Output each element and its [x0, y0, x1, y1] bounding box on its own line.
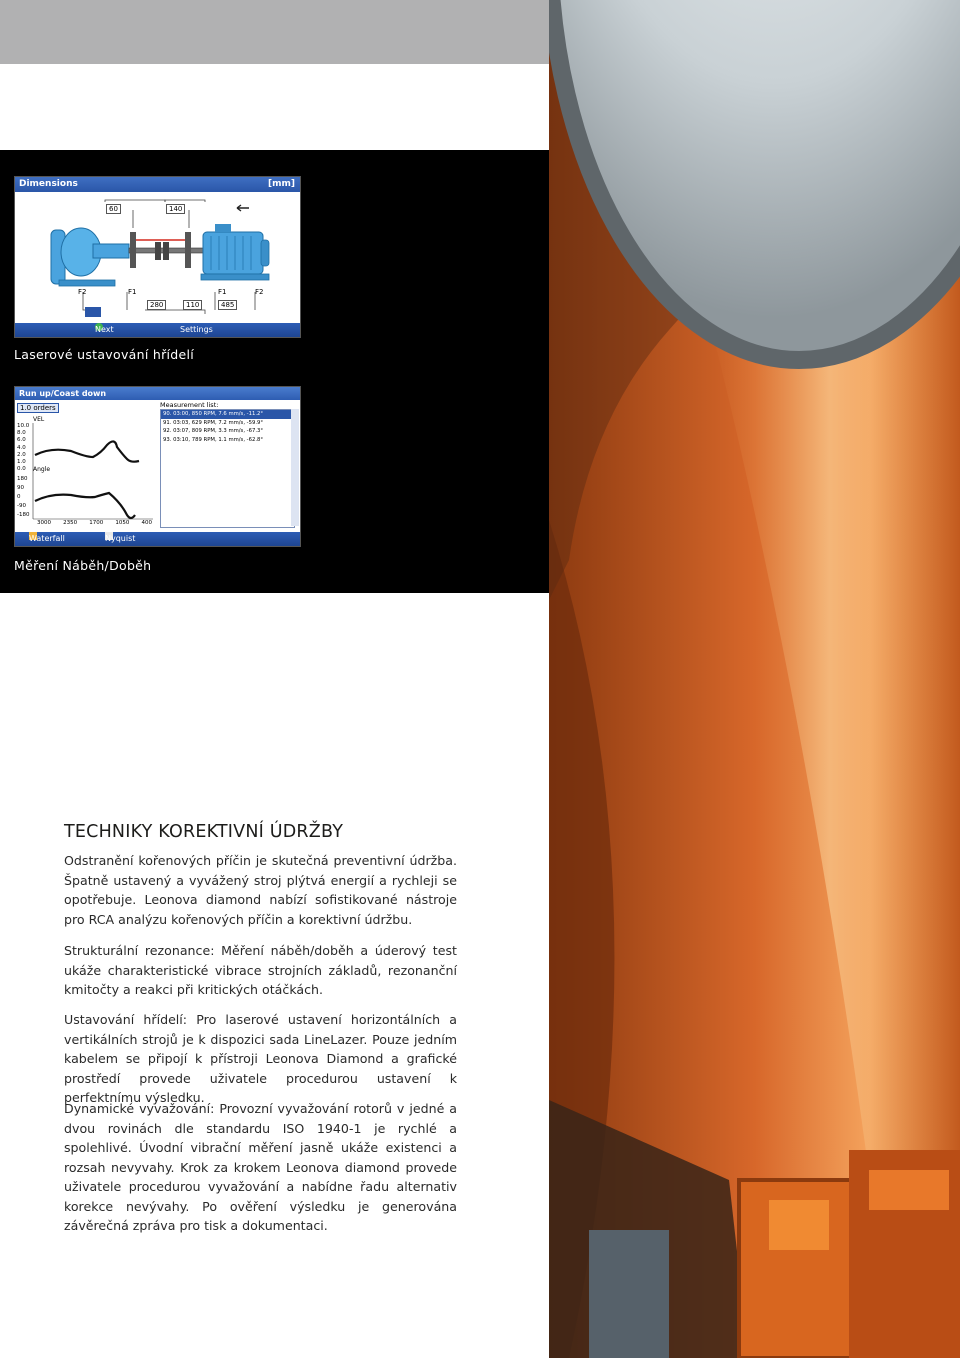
vel-tick: 1.0 — [17, 459, 26, 466]
laser-unit-right-icon — [185, 232, 191, 268]
paragraph-structural-resonance: Strukturální rezonance: Měření náběh/doběh a úderový test ukáže charakteristické vibrace strojních základů, rezonanční kmitočty a reakci při kritických otáčkách. — [64, 943, 457, 997]
vel-label: VEL — [33, 416, 45, 423]
waterfall-label: Waterfall — [29, 534, 65, 543]
dimension-value-110[interactable]: 110 — [183, 300, 202, 310]
angle-axis-ticks — [17, 475, 29, 520]
direction-arrow-icon — [237, 205, 249, 211]
dimensions-title: Dimensions — [19, 179, 78, 189]
x-tick: 3000 — [37, 520, 51, 526]
measurement-item[interactable]: 91. 03:03, 629 RPM, 7.2 mm/s, -59.9° — [163, 419, 264, 426]
industrial-rolls-photo — [549, 0, 960, 1358]
angle-tick: 0 — [17, 494, 21, 500]
measurement-list[interactable] — [160, 409, 295, 528]
orders-selector[interactable]: 1.0 orders — [17, 403, 59, 413]
foot-label-f1-right: F1 — [218, 288, 227, 296]
nyquist-label: Nyquist — [105, 534, 136, 543]
section-heading: TECHNIKY KOREKTIVNÍ ÚDRŽBY — [64, 822, 344, 842]
list-scrollbar[interactable] — [291, 409, 299, 526]
angle-tick: -90 — [17, 503, 26, 509]
foot-label-f1-left: F1 — [128, 288, 137, 296]
foot-label-f2-left: F2 — [78, 288, 87, 296]
x-tick: 1050 — [115, 520, 130, 526]
angle-label: Angle — [33, 466, 51, 473]
dimension-value-672[interactable]: 672 — [87, 300, 101, 308]
angle-tick: 90 — [17, 485, 24, 491]
vel-tick: 4.0 — [17, 444, 26, 451]
x-tick: 2350 — [63, 520, 78, 526]
vel-tick: 6.0 — [17, 437, 26, 444]
angle-tick: 180 — [17, 476, 28, 482]
dimension-value-280[interactable]: 280 — [147, 300, 166, 310]
paragraph-dynamic-balancing: Dynamické vyvažování: Provozní vyvažování rotorů v jedné a dvou rovinách dle standardu ISO 1940-1 je rychlé a spolehlivé. Úvodní vibrační měření jasně ukáže existenci a rozsah nevyvahy. Krok za krokem Leonova diamond provede uživatele procedurou vyvažování a nabídne řadu alternativ korekce nevývahy. Po ověření výsledku je generována závěrečná zpráva pro tisk a dokumentaci. — [64, 1101, 457, 1233]
runup-footer — [15, 532, 300, 546]
vel-tick: 10.0 — [17, 423, 30, 429]
dimensions-unit: [mm] — [268, 179, 295, 189]
vel-tick: 8.0 — [17, 430, 26, 437]
dimensions-footer — [15, 323, 300, 337]
runup-title-bar — [15, 387, 300, 400]
x-tick: 400 — [141, 520, 152, 526]
settings-button[interactable]: Settings — [180, 325, 213, 334]
dimension-value-485[interactable]: 485 — [218, 300, 237, 310]
screenshots-panel — [0, 150, 549, 593]
caption-runup: Měření Náběh/Doběh — [14, 558, 152, 573]
vel-tick: 2.0 — [17, 451, 26, 458]
measurement-item-selected[interactable]: 90. 03:00, 850 RPM, 7.6 mm/s, -11.2° — [161, 410, 294, 419]
measurement-item[interactable]: 93. 03:10, 789 RPM, 1.1 mm/s, -62.8° — [163, 436, 264, 443]
top-gray-band — [0, 0, 549, 64]
runup-title: Run up/Coast down — [19, 389, 107, 398]
runup-plot — [31, 423, 156, 523]
foot-label-f2-right: F2 — [255, 288, 264, 296]
next-label: Next — [95, 325, 114, 334]
dimension-value-60[interactable]: 60 — [106, 204, 121, 214]
angle-curve — [35, 493, 135, 518]
dimensions-screenshot — [14, 176, 301, 338]
paragraph-shaft-alignment: Ustavování hřídelí: Pro laserové ustavení horizontálních a vertikálních strojů je k dispozici sada LineLazer. Pouze jedním kabelem se připojí k přístroji Leonova Diamond a grafické prostředí provede uživatele procedurou ustavení k perfektnímu výsledku. — [64, 1012, 457, 1105]
laser-unit-left-icon — [130, 232, 136, 268]
dimensions-title-bar — [15, 177, 300, 192]
measurement-list-title: Measurement list: — [160, 401, 219, 409]
x-tick: 1700 — [89, 520, 104, 526]
vel-curve — [35, 441, 139, 461]
motor-icon — [203, 232, 263, 274]
caption-laser-alignment: Laserové ustavování hřídelí — [14, 347, 195, 362]
angle-tick: -180 — [17, 512, 30, 518]
x-axis-ticks — [37, 520, 152, 526]
vel-axis-ticks — [17, 423, 29, 473]
paragraph-intro: Odstranění kořenových příčin je skutečná preventivní údržba. Špatně ustavený a vyvážený stroj plýtvá energií a rychleji se opotřebuje. Leonova diamond nabízí sofistikované nástroje pro RCA analýzu kořenových příčin a korektivní údržbu. — [64, 853, 457, 927]
rolls-photo-illustration — [549, 0, 960, 1358]
runup-screenshot — [14, 386, 301, 547]
measurement-item[interactable]: 92. 03:07, 809 RPM, 3.3 mm/s, -67.3° — [163, 428, 264, 434]
dimension-value-140[interactable]: 140 — [166, 204, 185, 214]
vel-tick: 0.0 — [17, 466, 26, 473]
